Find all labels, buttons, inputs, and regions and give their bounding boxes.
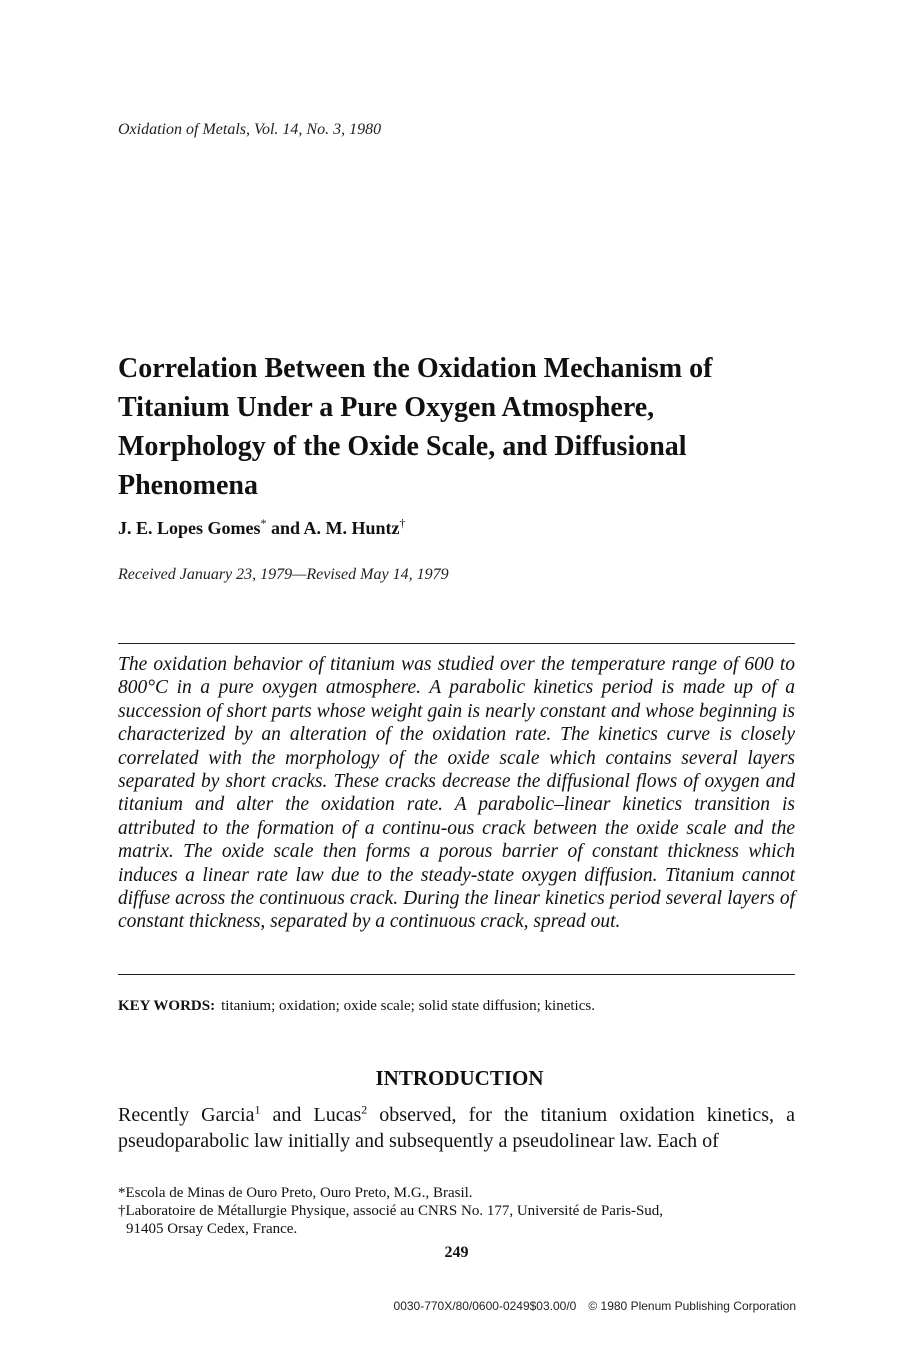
intro-text-part3: observed, for the titanium oxidation kinetics, a pseudoparabolic law initially and subsequently a pseudolinear law. Each of	[118, 1104, 795, 1152]
author-line	[118, 516, 406, 539]
author1-footnote-mark: *	[260, 516, 267, 530]
abstract-top-rule	[118, 643, 795, 644]
citation-ref-2: 2	[361, 1102, 368, 1117]
author-joiner: and	[266, 518, 304, 538]
copyright-line	[394, 1299, 796, 1313]
keywords	[118, 998, 798, 1015]
paper-title: Correlation Between the Oxidation Mechanism of Titanium Under a Pure Oxygen Atmosphere, Morphology of the Oxide Scale, and Diffusional Phenomena	[118, 353, 713, 501]
intro-text-part2: and Lucas	[260, 1104, 362, 1126]
journal-reference: Oxidation of Metals, Vol. 14, No. 3, 1980	[118, 121, 382, 138]
abstract: The oxidation behavior of titanium was studied over the temperature range of 600 to 800°C in a pure oxygen atmosphere. A parabolic kinetics period is made up of a succession of short parts whose weight gain is nearly constant and whose beginning is characterized by an alteration of the oxidation rate. The kinetics curve is closely correlated with the morphology of the oxide scale which contains several layers separated by short cracks. These cracks decrease the diffusional flows of oxygen and titanium and alter the oxidation rate. A parabolic–linear kinetics transition is attributed to the formation of a continu-ous crack between the oxide scale and the matrix. The oxide scale then forms a porous barrier of constant thickness which induces a linear rate law due to the steady-state oxygen diffusion. Titanium cannot diffuse across the continuous crack. During the linear kinetics period several layers of constant thickness, separated by a continuous crack, spread out.	[118, 654, 795, 933]
author2-footnote-mark: †	[399, 516, 406, 530]
keywords-label: KEY WORDS:	[118, 998, 216, 1014]
footnote-author2	[118, 1202, 798, 1238]
keywords-list: titanium; oxidation; oxide scale; solid state diffusion; kinetics.	[221, 998, 595, 1014]
footnote-author1: *Escola de Minas de Ouro Preto, Ouro Preto, M.G., Brasil.	[118, 1185, 473, 1201]
page-number: 249	[444, 1244, 469, 1261]
introduction-paragraph	[118, 1102, 795, 1154]
author-lopes-gomes: J. E. Lopes Gomes	[118, 518, 261, 538]
document-code: 0030-770X/80/0600-0249$03.00/0	[393, 1299, 577, 1313]
intro-text-part1: Recently Garcia	[118, 1104, 255, 1126]
citation-ref-1: 1	[254, 1102, 261, 1117]
abstract-bottom-rule	[118, 974, 795, 975]
copyright-notice: © 1980 Plenum Publishing Corporation	[588, 1299, 796, 1313]
footnote-author2-line2: 91405 Orsay Cedex, France.	[126, 1221, 298, 1237]
section-heading-introduction: INTRODUCTION	[375, 1066, 544, 1090]
author-huntz: A. M. Huntz	[303, 518, 400, 538]
received-dates: Received January 23, 1979—Revised May 14, 1979	[118, 566, 449, 583]
footnote-author2-line1: †Laboratoire de Métallurgie Physique, associé au CNRS No. 177, Université de Paris-Sud,	[118, 1203, 664, 1219]
